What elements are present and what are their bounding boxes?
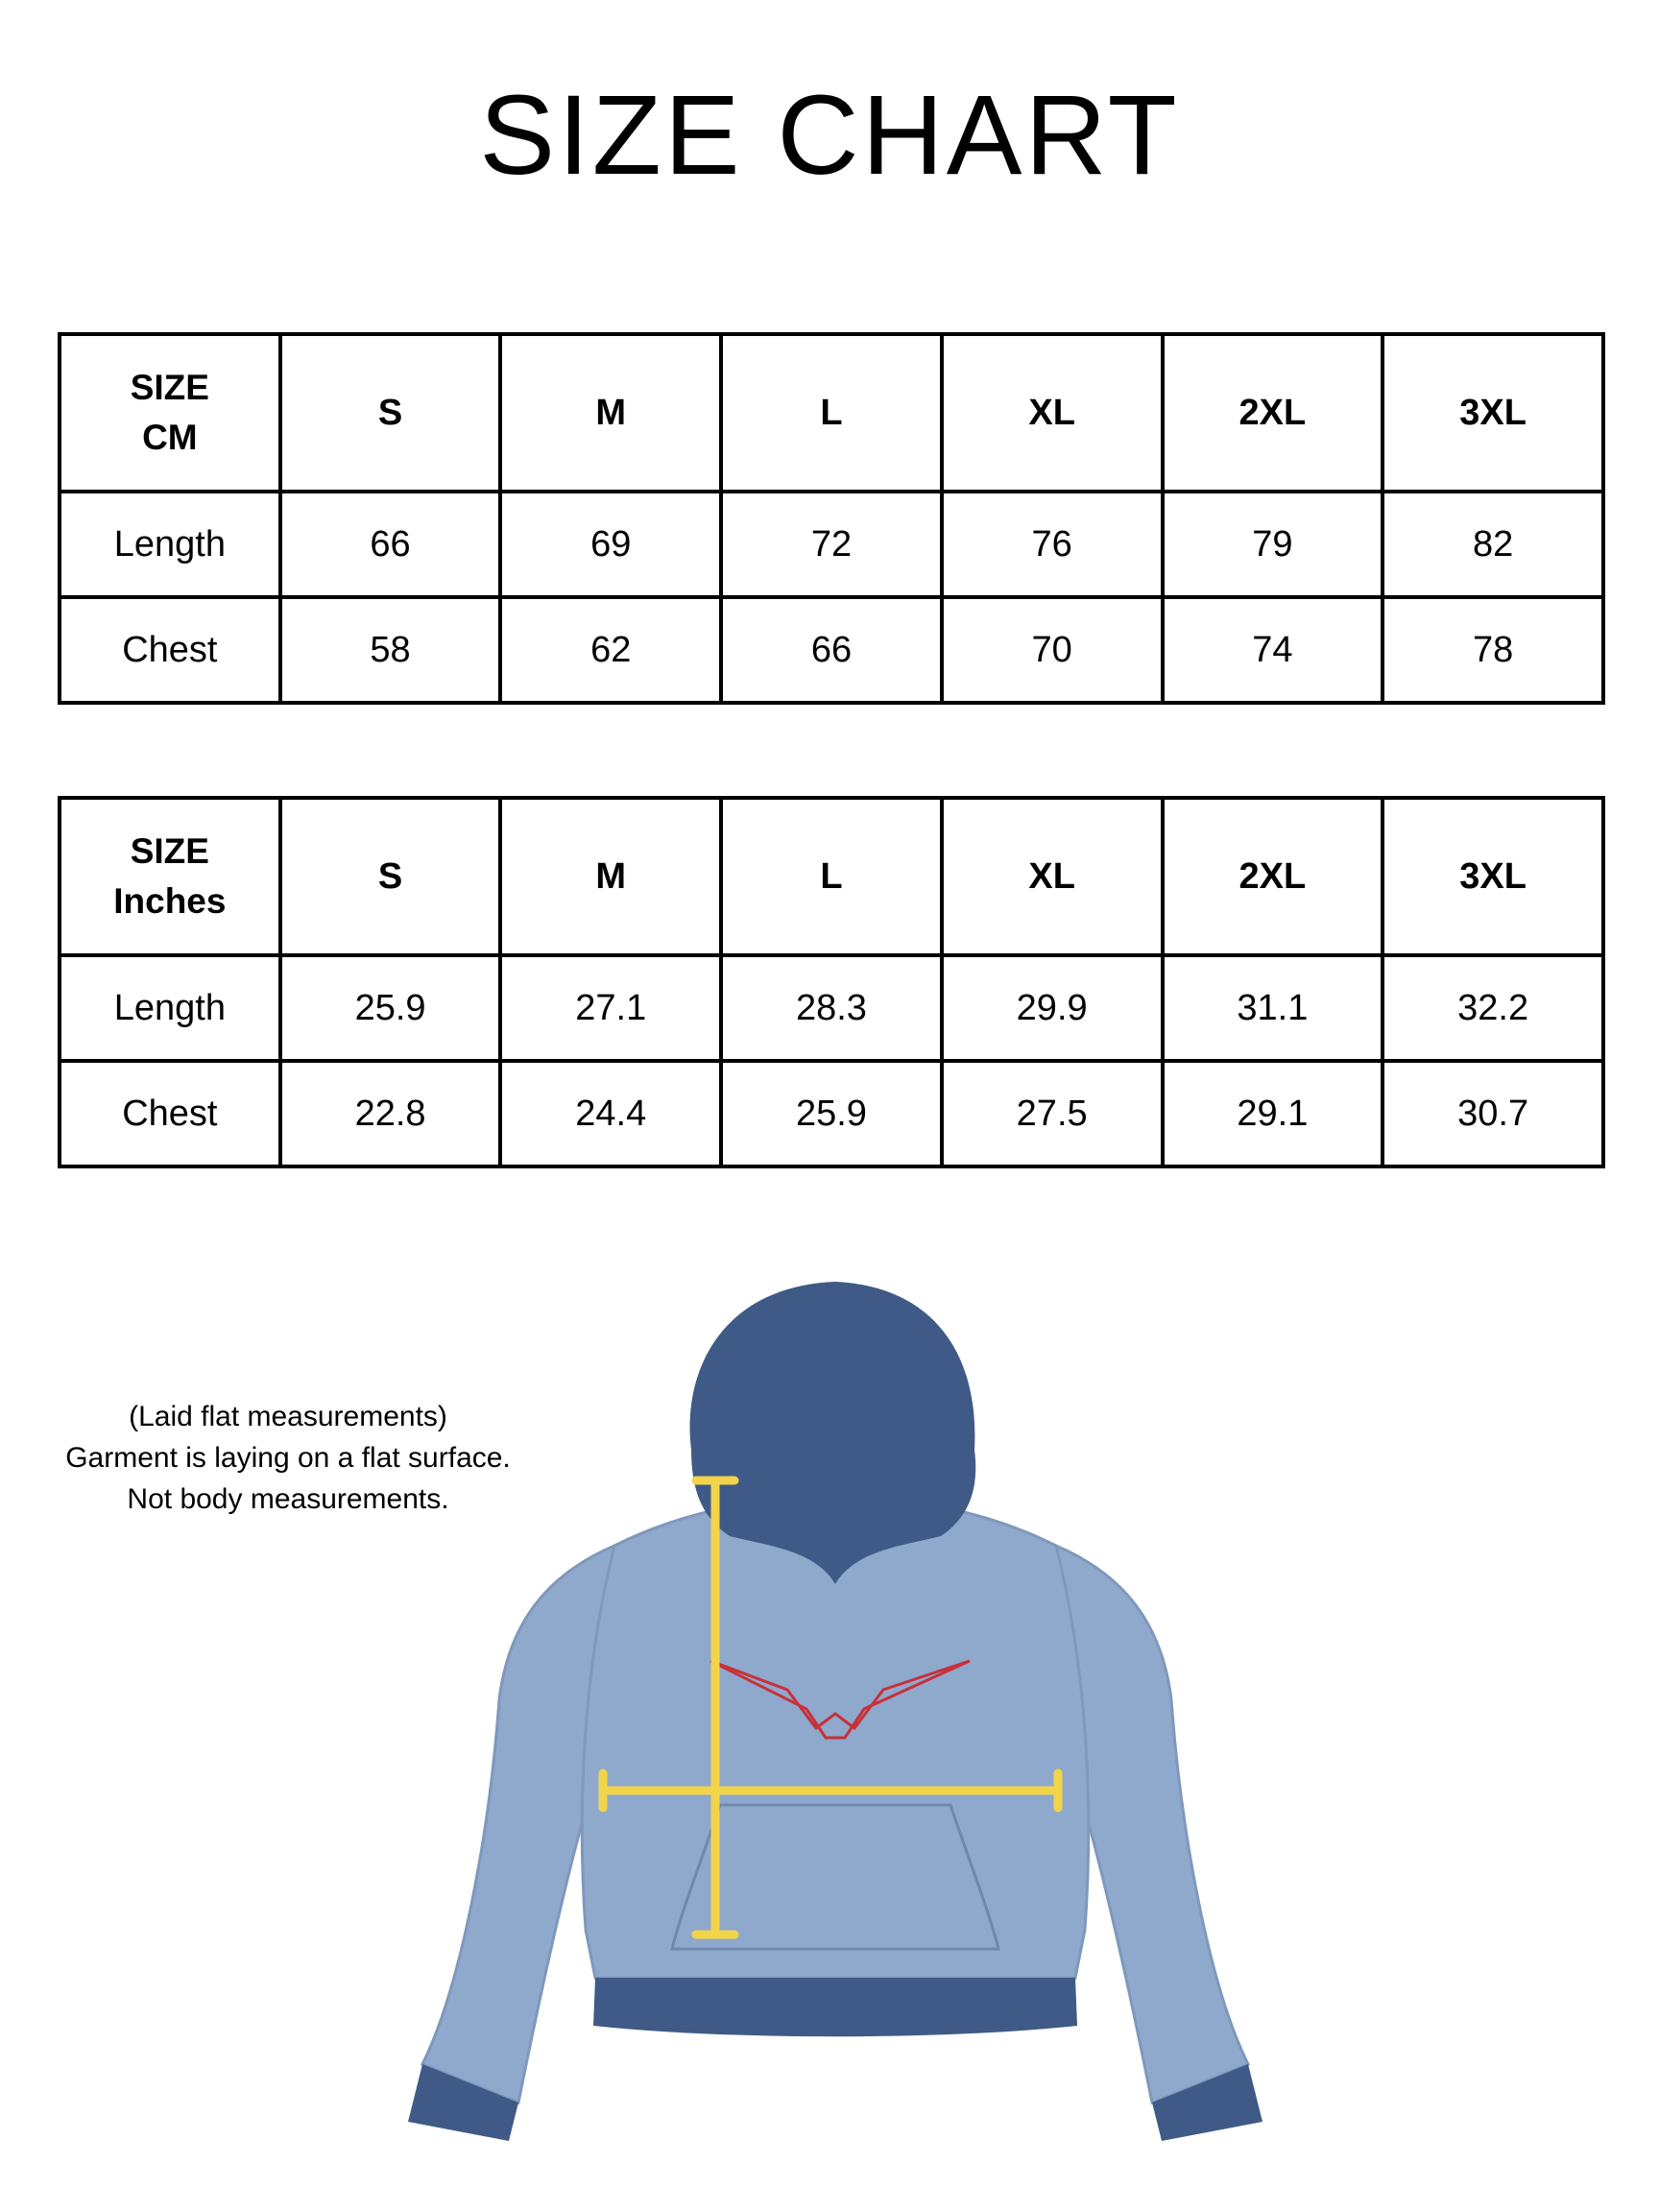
table-cell: 70 bbox=[942, 597, 1163, 703]
table-cell: 74 bbox=[1163, 597, 1383, 703]
note-line: (Laid flat measurements) bbox=[129, 1401, 447, 1432]
table-cell: 58 bbox=[280, 597, 501, 703]
size-header: 2XL bbox=[1163, 334, 1383, 492]
table-cell: 29.9 bbox=[942, 955, 1163, 1061]
table-header-row bbox=[60, 798, 1603, 955]
table-cell: 30.7 bbox=[1382, 1061, 1603, 1166]
row-label: Chest bbox=[60, 1061, 280, 1166]
size-header: XL bbox=[942, 334, 1163, 492]
size-header: S bbox=[280, 798, 501, 955]
table-row bbox=[60, 955, 1603, 1061]
table-row bbox=[60, 597, 1603, 703]
table-cell: 32.2 bbox=[1382, 955, 1603, 1061]
header-unit-label: CM bbox=[142, 418, 198, 457]
table-cell: 66 bbox=[721, 597, 942, 703]
header-cell bbox=[60, 334, 280, 492]
row-label: Chest bbox=[60, 597, 280, 703]
size-header: L bbox=[721, 798, 942, 955]
table-header-row bbox=[60, 334, 1603, 492]
size-header: XL bbox=[942, 798, 1163, 955]
kangaroo-pocket bbox=[672, 1805, 998, 1949]
row-label: Length bbox=[60, 955, 280, 1061]
size-header: M bbox=[500, 798, 721, 955]
table-cell: 28.3 bbox=[721, 955, 942, 1061]
waistband bbox=[593, 1978, 1077, 2036]
table-cell: 76 bbox=[942, 492, 1163, 597]
note-line: Not body measurements. bbox=[127, 1483, 449, 1515]
table-cell: 79 bbox=[1163, 492, 1383, 597]
table-row bbox=[60, 1061, 1603, 1166]
table-cell: 24.4 bbox=[500, 1061, 721, 1166]
size-header: S bbox=[280, 334, 501, 492]
header-unit-label: Inches bbox=[113, 881, 227, 921]
table-cell: 62 bbox=[500, 597, 721, 703]
note-line: Garment is laying on a flat surface. bbox=[65, 1442, 511, 1474]
table-cell: 27.1 bbox=[500, 955, 721, 1061]
table-cell: 29.1 bbox=[1163, 1061, 1383, 1166]
table-cell: 82 bbox=[1382, 492, 1603, 597]
table-row bbox=[60, 492, 1603, 597]
table-cell: 72 bbox=[721, 492, 942, 597]
table-cell: 22.8 bbox=[280, 1061, 501, 1166]
size-header: 3XL bbox=[1382, 798, 1603, 955]
hoodie-illustration bbox=[403, 1258, 1267, 2141]
page-title: SIZE CHART bbox=[479, 72, 1180, 199]
table-cell: 31.1 bbox=[1163, 955, 1383, 1061]
size-header: 2XL bbox=[1163, 798, 1383, 955]
size-table-inches bbox=[58, 796, 1605, 1168]
header-size-label: SIZE bbox=[130, 831, 209, 872]
table-cell: 78 bbox=[1382, 597, 1603, 703]
table-cell: 25.9 bbox=[721, 1061, 942, 1166]
size-table-cm bbox=[58, 332, 1605, 705]
header-size-label: SIZE bbox=[130, 368, 209, 408]
table-cell: 27.5 bbox=[942, 1061, 1163, 1166]
size-header: 3XL bbox=[1382, 334, 1603, 492]
table-cell: 25.9 bbox=[280, 955, 501, 1061]
table-cell: 69 bbox=[500, 492, 721, 597]
size-header: M bbox=[500, 334, 721, 492]
header-cell bbox=[60, 798, 280, 955]
table-cell: 66 bbox=[280, 492, 501, 597]
row-label: Length bbox=[60, 492, 280, 597]
size-header: L bbox=[721, 334, 942, 492]
